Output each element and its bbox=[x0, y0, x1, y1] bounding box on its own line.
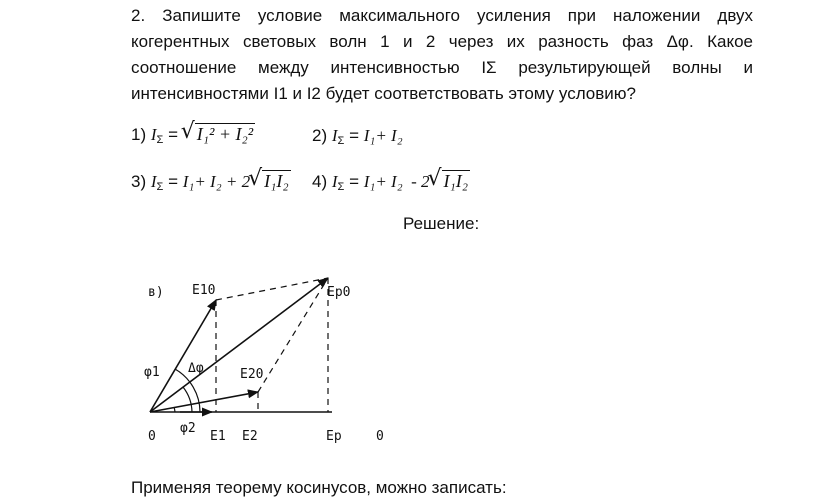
label-ep0: Ep0 bbox=[327, 285, 351, 300]
label-origin: 0 bbox=[148, 429, 156, 444]
square-root bbox=[183, 123, 255, 145]
label-e2: E2 bbox=[242, 429, 258, 444]
lhs-subscript: Σ bbox=[337, 181, 345, 193]
label-axis-end: 0 bbox=[376, 429, 384, 444]
option-number: 1) bbox=[131, 125, 147, 144]
option-number: 4) bbox=[312, 172, 328, 191]
dashed-parallelogram-top bbox=[216, 278, 328, 300]
radicand: I₁² + I₂² bbox=[196, 124, 254, 144]
lhs-symbol: I bbox=[331, 172, 338, 191]
solution-heading: Решение: bbox=[403, 214, 480, 233]
label-ep: Ep bbox=[326, 429, 342, 444]
vector-ep0 bbox=[150, 278, 328, 412]
question-text: 2. Запишите условие максимального усиления при наложении двух когерентных световых волн 1 и 2 через их разность фаз Δφ. Какое соотношение между интенсивностью IΣ результирующей волны и интенсивностями I1 и I2 будет соответствовать этому условию? bbox=[131, 6, 753, 103]
square-root bbox=[430, 170, 471, 192]
option-number: 3) bbox=[131, 172, 147, 191]
label-e1: E1 bbox=[210, 429, 226, 444]
label-phi2: φ2 bbox=[180, 421, 196, 436]
label-e10: E10 bbox=[192, 283, 216, 298]
equals-sign: = bbox=[168, 172, 179, 191]
label-e20: E20 bbox=[240, 367, 264, 382]
angle-arc-dphi bbox=[183, 387, 192, 412]
radicand: I₁I₂ bbox=[443, 171, 469, 191]
lhs-subscript: Σ bbox=[337, 135, 345, 147]
lhs-subscript: Σ bbox=[156, 134, 164, 146]
lhs-symbol: I bbox=[150, 125, 157, 144]
option-4 bbox=[312, 170, 470, 193]
radicand: I₁I₂ bbox=[264, 171, 289, 191]
label-b: в) bbox=[148, 285, 164, 300]
phasor-diagram bbox=[120, 262, 410, 452]
lhs-subscript: Σ bbox=[156, 181, 164, 193]
vector-e20 bbox=[150, 392, 258, 412]
equals-sign: = bbox=[349, 126, 360, 145]
dashed-parallelogram-side bbox=[258, 278, 328, 392]
option-number: 2) bbox=[312, 126, 328, 145]
equals-sign: = bbox=[168, 125, 179, 144]
option-2 bbox=[312, 126, 403, 147]
option-3 bbox=[131, 170, 291, 193]
square-root bbox=[250, 170, 291, 192]
equals-sign: = bbox=[349, 172, 360, 191]
rhs-expression: I₁+ I₂ bbox=[363, 126, 403, 145]
option-1 bbox=[131, 123, 255, 146]
lhs-symbol: I bbox=[331, 126, 338, 145]
label-dphi: Δφ bbox=[188, 361, 204, 376]
vector-e10 bbox=[150, 300, 216, 412]
label-phi1: φ1 bbox=[144, 365, 160, 380]
rhs-expression: I₁+ I₂ - 2 bbox=[363, 172, 430, 191]
rhs-expression: I₁+ I₂ + 2 bbox=[182, 172, 251, 191]
lhs-symbol: I bbox=[150, 172, 157, 191]
footer-text: Применяя теорему косинусов, можно записать: bbox=[131, 478, 507, 497]
